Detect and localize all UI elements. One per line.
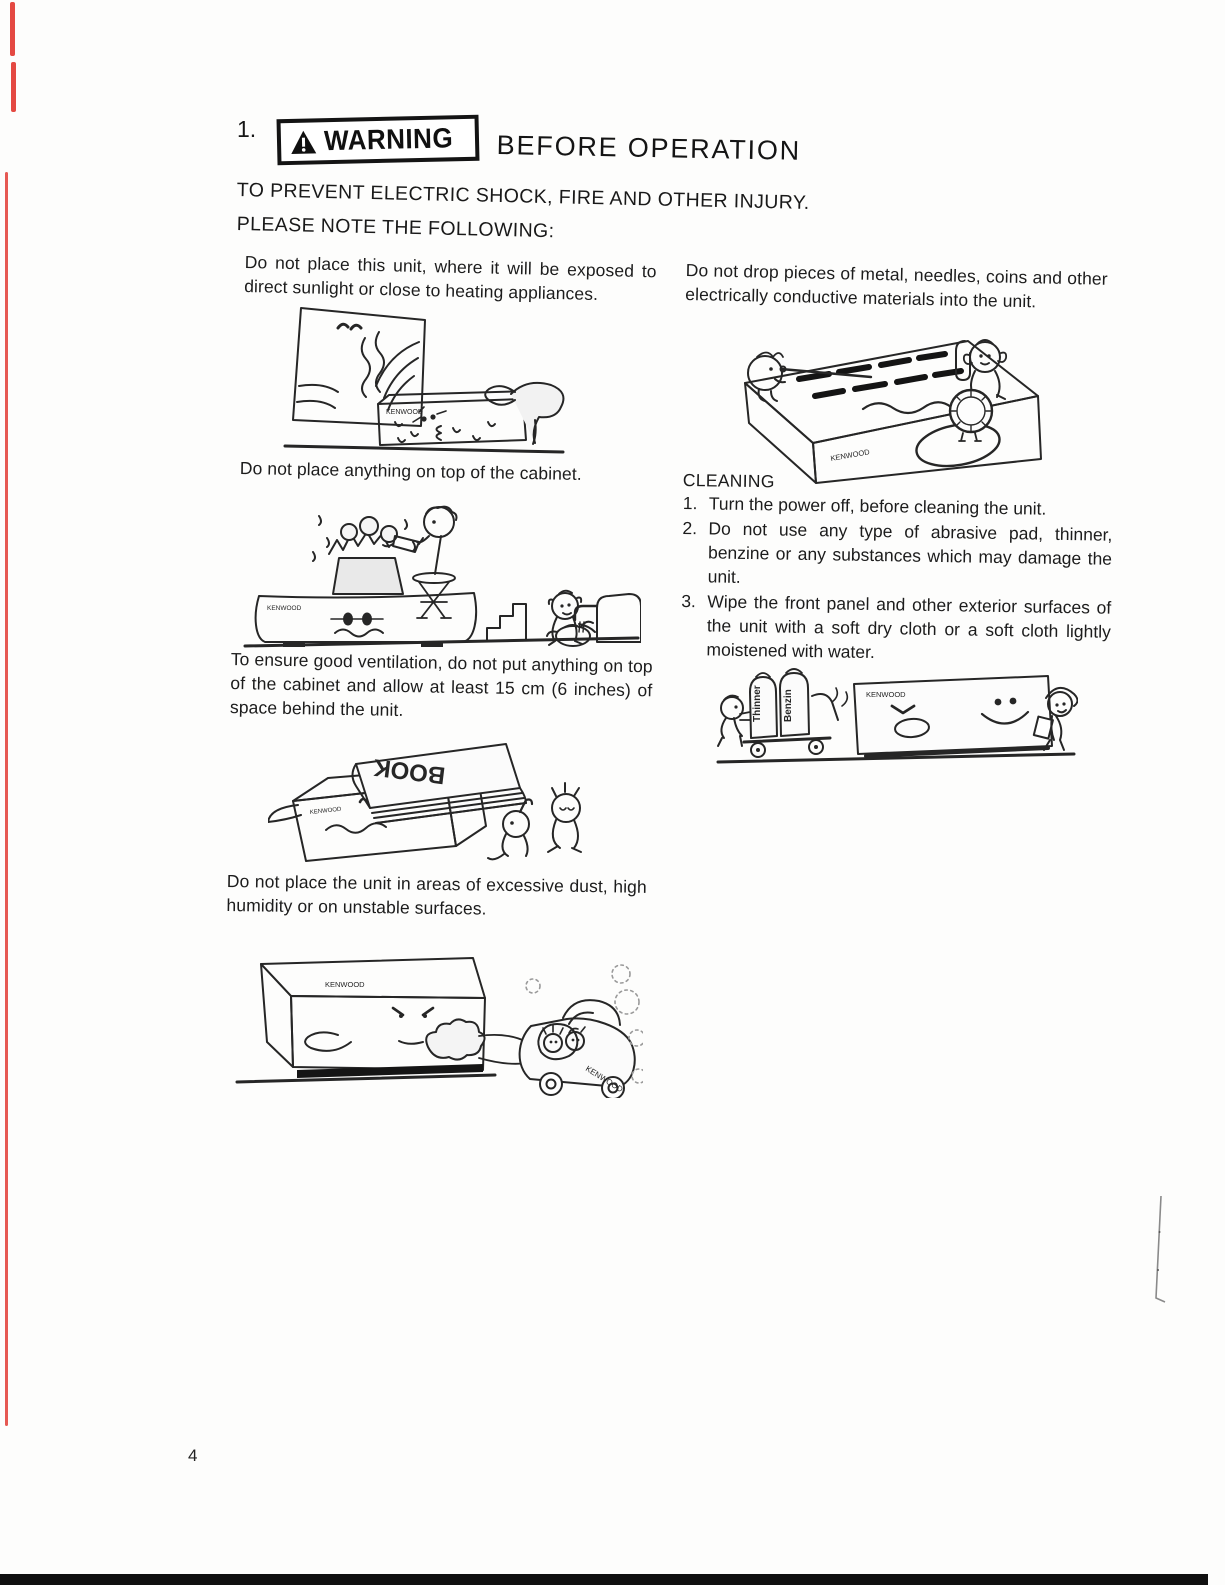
section-number: 1. [237,116,257,142]
illustration-book [268,726,603,871]
cleaning-item-text: Do not use any type of abrasive pad, thinner, benzine or any substances which may damage the unit. [707,518,1113,587]
cleaning-list [680,492,1113,670]
cleaning-item-number: 3. [681,590,697,612]
cleaning-item [681,517,1112,596]
warning-badge [277,115,480,166]
page-title: BEFORE OPERATION [496,130,802,166]
para-cabinet-top: Do not place anything on top of the cabinet. [239,457,582,484]
scan-artifact-right [1148,1192,1173,1312]
illustration-dust-truck [233,946,643,1098]
para-ventilation: To ensure good ventilation, do not put anything on top of the cabinet and allow at least 15 cm (6 inches) of space behind the unit. [229,648,653,720]
warning-triangle-icon [290,129,318,155]
intro-line-1: TO PREVENT ELECTRIC SHOCK, FIRE AND OTHER INJURY. [236,179,810,214]
illustration-thinner [716,652,1078,774]
kenwood-label: KENWOOD [583,1064,625,1095]
para-conductive: Do not drop pieces of metal, needles, coins and other electrically conductive materials into the unit. [685,259,1108,312]
kenwood-label: KENWOOD [866,690,906,699]
para-sunlight: Do not place this unit, where it will be exposed to direct sunlight or close to heating appliances. [243,251,657,304]
cleaning-item-text: Turn the power off, before cleaning the unit. [708,493,1047,519]
cleaning-item-text: Wipe the front panel and other exterior surfaces of the unit with a soft dry cloth or a soft cloth lightly moistened with water. [706,591,1112,662]
cleaning-item-number: 1. [682,492,698,514]
kenwood-label: KENWOOD [309,806,342,816]
scan-mark-red-left [5,172,8,1426]
cleaning-item-number: 2. [682,517,698,539]
intro-line-2: PLEASE NOTE THE FOLLOWING: [236,213,555,243]
illustration-vase [243,486,641,654]
thinner-label: Thinner [752,685,763,722]
para-dust: Do not place the unit in areas of excessive dust, high humidity or on unstable surfaces. [226,870,647,919]
scan-mark-red-top-1 [10,2,15,56]
illustration-sunlight [283,298,568,456]
cleaning-heading: CLEANING [682,470,775,492]
kenwood-label: KENWOOD [386,409,423,416]
book-label: BOOK [371,753,447,789]
illustration-coins [713,311,1045,486]
kenwood-label: KENWOOD [267,605,302,612]
kenwood-label: KENWOOD [325,980,365,989]
warning-badge-label: WARNING [323,122,454,157]
page-number: 4 [188,1446,198,1465]
bottom-bar [0,1574,1208,1585]
scan-mark-red-top-2 [11,62,16,112]
kenwood-label: KENWOOD [829,447,871,463]
benzine-label: Benzin [783,689,794,722]
